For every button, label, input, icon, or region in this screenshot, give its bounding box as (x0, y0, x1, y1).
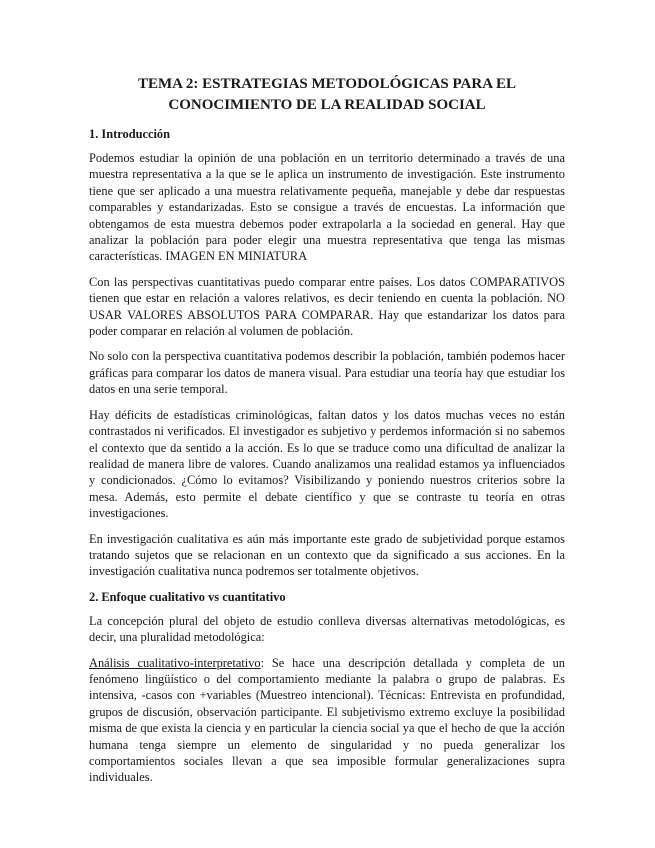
paragraph-intro-5: En investigación cualitativa es aún más importante este grado de subjetividad porque estamos tratando sujetos que se relacionan en un contexto que da significado a sus acciones. En la investigación cualitativa nunca podremos ser totalmente objetivos. (89, 531, 565, 579)
paragraph-intro-2: Con las perspectivas cuantitativas puedo comparar entre países. Los datos COMPARATIVOS tienen que estar en relación a valores relativos, es decir teniendo en cuenta la población. NO USAR VALORES ABSOLUTOS PARA COMPARAR. Hay que estandarizar los datos para poder comparar en relación al volumen de población. (89, 274, 565, 339)
section-2-heading: 2. Enfoque cualitativo vs cuantitativo (89, 589, 286, 604)
title-line-1: TEMA 2: ESTRATEGIAS METODOLÓGICAS PARA EL (138, 76, 516, 92)
document-title (89, 74, 565, 116)
title-line-2: CONOCIMIENTO DE LA REALIDAD SOCIAL (168, 97, 486, 113)
paragraph-intro-4: Hay déficits de estadísticas criminológicas, faltan datos y los datos muchas veces no están contrastados ni verificados. El investigador es subjetivo y perdemos información si no sabemos el contexto que da sentido a la acción. Es lo que se traduce como una dificultad de analizar la realidad de manera libre de valores. Cuando analizamos una realidad estamos ya influenciados y condicionados. ¿Cómo lo evitamos? Visibilizando y poniendo nuestros criterios sobre la mesa. Además, esto permite el debate científico y que se contraste tu teoría en otras investigaciones. (89, 407, 565, 521)
analysis-text: : Se hace una descripción detallada y completa de un fenómeno lingüístico o del comportamiento mediante la palabra o grupo de palabras. Es intensiva, -casos con +variables (Muestreo intencional). Técnicas: Entrevista en profundidad, grupos de discusión, observación participante. El subjetivismo extremo excluye la posibilidad misma de que exista la ciencia y en particular la ciencia social ya que el hecho de que la acción humana tenga siempre un elemento de singularidad y no pueda generalizar los comportamientos sociales llevan a que sea imposible formular generalizaciones supra individuales. (89, 655, 565, 785)
paragraph-analysis (89, 655, 565, 786)
section-1-heading: 1. Introducción (89, 127, 171, 141)
analysis-term: Análisis cualitativo-interpretativo (89, 655, 261, 670)
paragraph-section2-intro: La concepción plural del objeto de estudio conlleva diversas alternativas metodológicas, es decir, una pluralidad metodológica: (89, 613, 565, 645)
document-page (89, 74, 565, 795)
paragraph-intro-1: Podemos estudiar la opinión de una población en un territorio determinado a través de una muestra representativa a la que se le aplica un instrumento de investigación. Este instrumento tiene que ser aplicado a una muestra relativamente pequeña, manejable y debe dar respuestas comparables y estandarizadas. Esto se consigue a través de encuestas. La información que obtengamos de esta muestra debemos poder extrapolarla a la sociedad en general. Hay que analizar la población para poder elegir una muestra representativa que tenga las mismas características. IMAGEN EN MINIATURA (89, 151, 565, 264)
paragraph-intro-3: No solo con la perspectiva cuantitativa podemos describir la población, también podemos hacer gráficas para comparar los datos de manera visual. Para estudiar una teoría hay que estudiar los datos en una serie temporal. (89, 349, 565, 397)
